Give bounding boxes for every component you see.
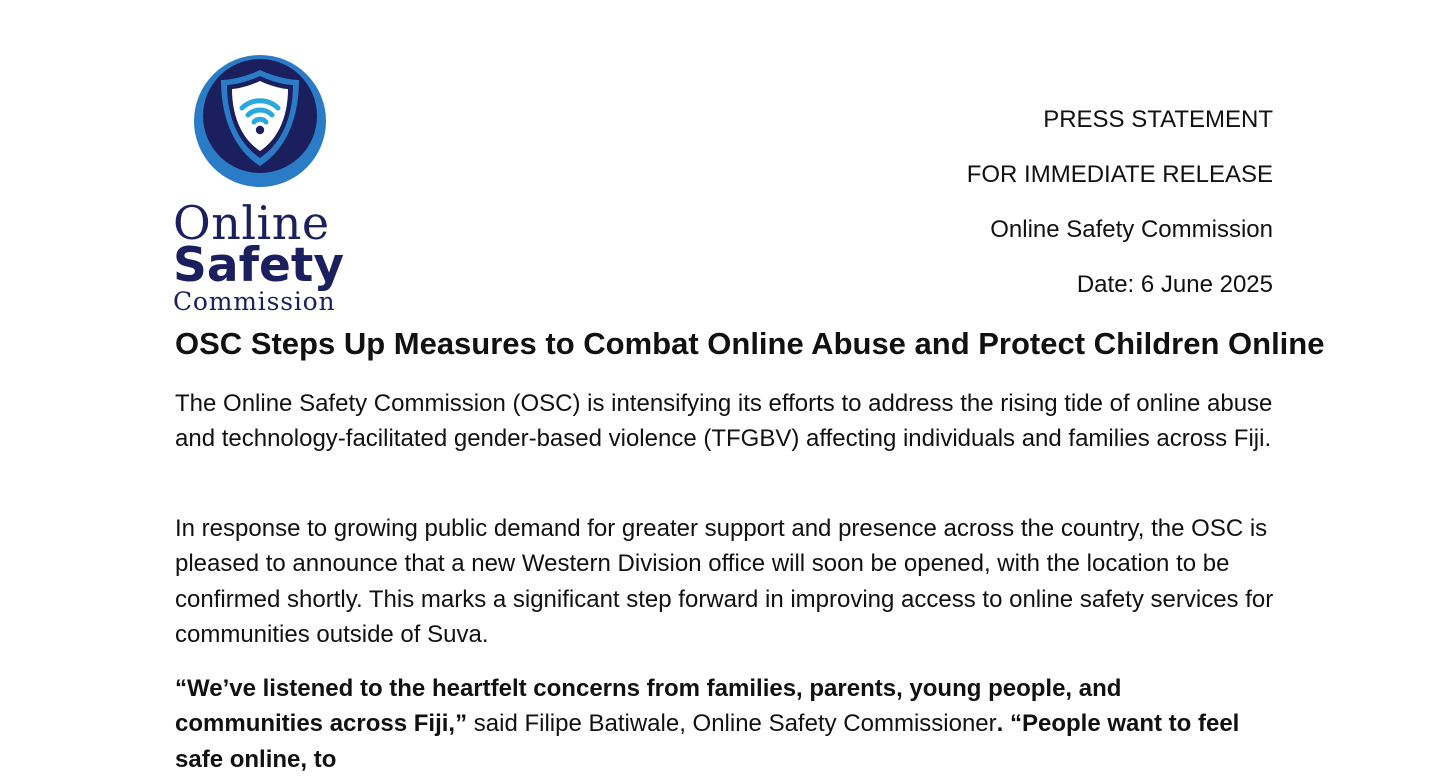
logo-wordmark [173, 196, 348, 316]
statement-date: Date: 6 June 2025 [1076, 271, 1273, 298]
paragraph-intro: The Online Safety Commission (OSC) is intensifying its efforts to address the rising tide of online abuse and technology-facilitated gender-based violence (TFGBV) affecting individuals and families across Fiji. [175, 390, 1273, 453]
statement-header [967, 104, 1273, 324]
page-title: OSC Steps Up Measures to Combat Online Abuse and Protect Children Online [175, 326, 1325, 361]
logo-word-safety: Safety [173, 238, 344, 293]
paragraph-western-office: In response to growing public demand for greater support and presence across the country, the OSC is pleased to announce that a new Western Division office will soon be opened, with the location to be confirmed shortly. This marks a significant step forward in improving access to online safety services for communities outside of Suva. [175, 515, 1274, 649]
quote-attribution: said Filipe Batiwale, Online Safety Commissioner [467, 710, 997, 738]
quote-period: . [996, 710, 1004, 738]
quote-continuation: “People want to feel safe online, to [175, 710, 1240, 773]
shield-wifi-logo-icon [193, 54, 327, 188]
logo-word-online: Online [173, 196, 330, 250]
paragraph-commissioner-quote [175, 671, 1275, 777]
organization-name: Online Safety Commission [990, 216, 1273, 243]
release-notice: FOR IMMEDIATE RELEASE [966, 161, 1273, 188]
statement-type: PRESS STATEMENT [1043, 106, 1273, 133]
osc-logo [173, 54, 348, 322]
quote-opening: “We’ve listened to the heartfelt concerns from families, parents, young people, and communities across Fiji,” [175, 675, 1122, 738]
logo-word-commission: Commission [173, 287, 336, 316]
